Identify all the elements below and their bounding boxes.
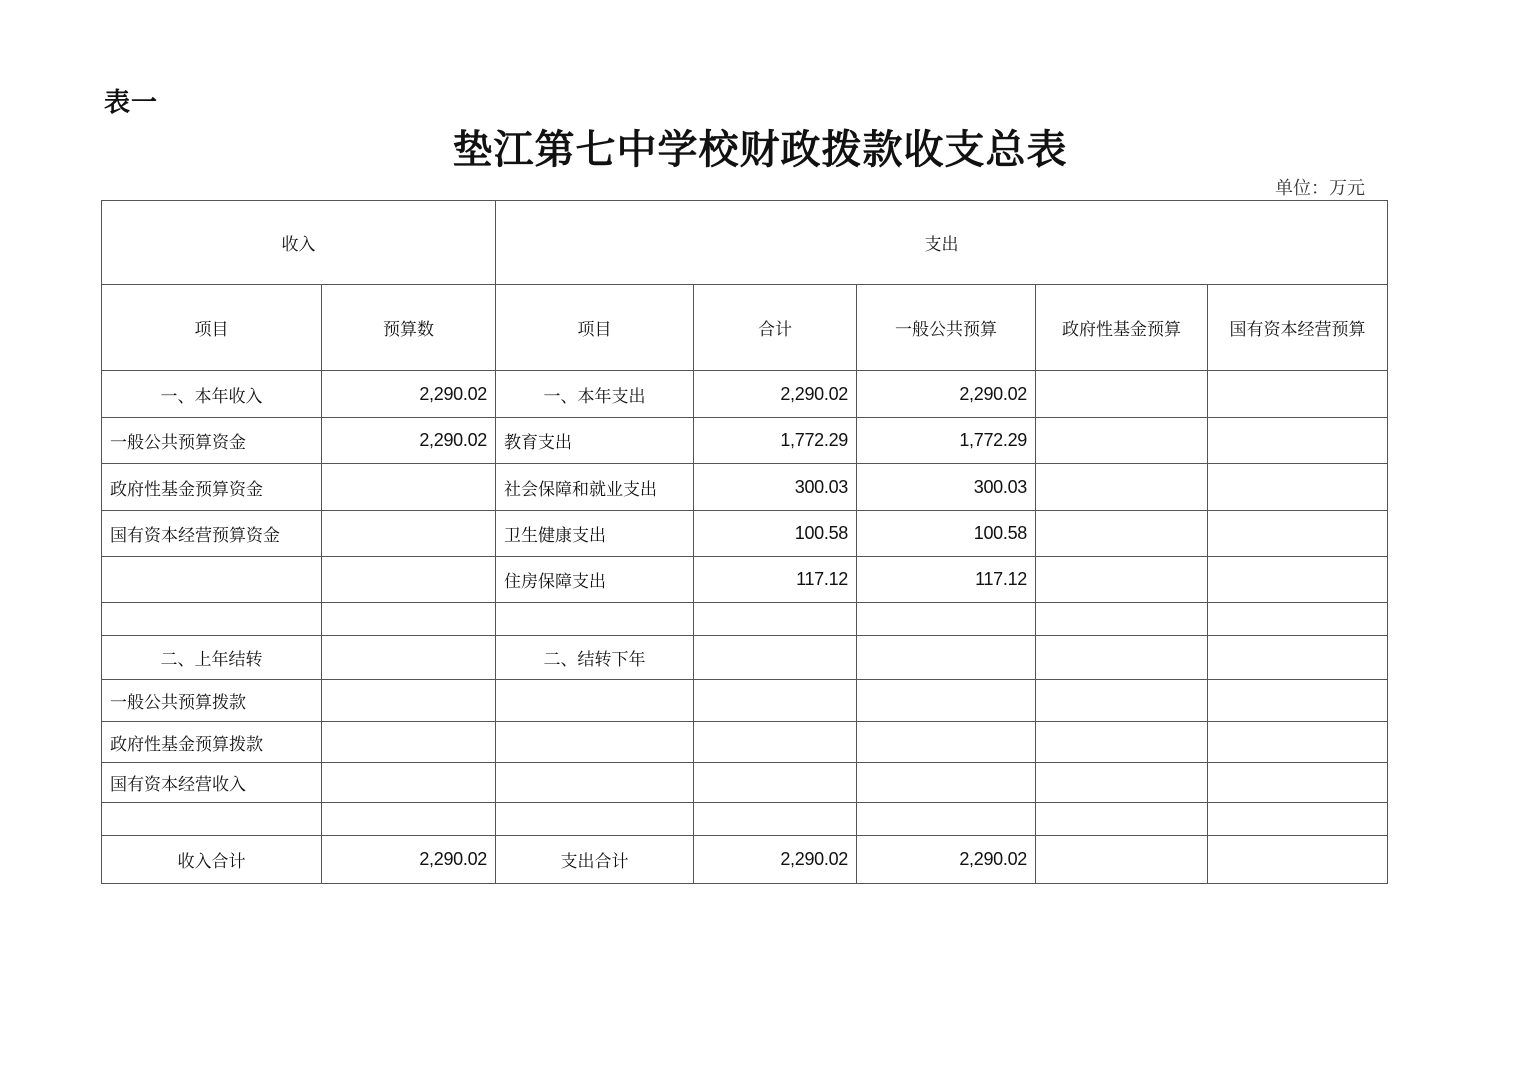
table-row [102,763,1388,803]
expense-item-cell: 一、本年支出 [496,371,694,418]
income-item-cell: 政府性基金预算拨款 [102,722,322,763]
gov-fund-cell [1036,636,1208,680]
gov-fund-cell [1036,418,1208,464]
expense-item-cell: 社会保障和就业支出 [496,464,694,511]
state-capital-cell [1208,511,1388,557]
table-row [102,680,1388,722]
income-item-cell: 政府性基金预算资金 [102,464,322,511]
column-header-row [102,285,1388,371]
expense-item-cell [496,722,694,763]
state-capital-cell [1208,836,1388,884]
total-cell: 1,772.29 [694,418,857,464]
state-capital-cell [1208,603,1388,636]
total-cell [694,803,857,836]
table-row [102,836,1388,884]
total-cell [694,603,857,636]
column-header: 政府性基金预算 [1036,285,1208,371]
general-budget-cell [857,763,1036,803]
income-item-cell: 一、本年收入 [102,371,322,418]
column-header: 合计 [694,285,857,371]
column-header: 项目 [102,285,322,371]
total-cell: 300.03 [694,464,857,511]
column-header: 一般公共预算 [857,285,1036,371]
column-header: 项目 [496,285,694,371]
general-budget-cell [857,722,1036,763]
expense-item-cell: 卫生健康支出 [496,511,694,557]
table-row [102,557,1388,603]
state-capital-cell [1208,557,1388,603]
table-label: 表一 [104,88,159,118]
total-cell [694,636,857,680]
expense-item-cell [496,603,694,636]
income-amount-cell [322,722,496,763]
general-budget-cell: 100.58 [857,511,1036,557]
income-amount-cell [322,763,496,803]
income-section-header: 收入 [102,201,496,285]
total-cell [694,680,857,722]
income-amount-cell [322,557,496,603]
gov-fund-cell [1036,464,1208,511]
income-amount-cell [322,680,496,722]
document-title: 垫江第七中学校财政拨款收支总表 [452,126,1068,173]
gov-fund-cell [1036,836,1208,884]
total-cell: 117.12 [694,557,857,603]
gov-fund-cell [1036,680,1208,722]
expense-section-header: 支出 [496,201,1388,285]
state-capital-cell [1208,464,1388,511]
expense-item-cell: 教育支出 [496,418,694,464]
income-item-cell [102,557,322,603]
income-amount-cell [322,803,496,836]
table-row [102,722,1388,763]
income-amount-cell: 2,290.02 [322,836,496,884]
table-row [102,636,1388,680]
general-budget-cell: 300.03 [857,464,1036,511]
column-header: 国有资本经营预算 [1208,285,1388,371]
table-row [102,603,1388,636]
state-capital-cell [1208,722,1388,763]
table-row [102,371,1388,418]
table-row [102,418,1388,464]
expense-item-cell: 二、结转下年 [496,636,694,680]
gov-fund-cell [1036,557,1208,603]
general-budget-cell: 2,290.02 [857,836,1036,884]
table-row [102,464,1388,511]
total-cell: 100.58 [694,511,857,557]
total-cell [694,763,857,803]
income-item-cell: 收入合计 [102,836,322,884]
state-capital-cell [1208,680,1388,722]
income-item-cell [102,603,322,636]
income-amount-cell [322,511,496,557]
expense-item-cell [496,763,694,803]
gov-fund-cell [1036,371,1208,418]
state-capital-cell [1208,636,1388,680]
gov-fund-cell [1036,722,1208,763]
income-item-cell: 一般公共预算资金 [102,418,322,464]
income-amount-cell: 2,290.02 [322,371,496,418]
column-header: 预算数 [322,285,496,371]
income-item-cell: 二、上年结转 [102,636,322,680]
income-item-cell [102,803,322,836]
total-cell: 2,290.02 [694,836,857,884]
gov-fund-cell [1036,603,1208,636]
general-budget-cell: 117.12 [857,557,1036,603]
general-budget-cell [857,636,1036,680]
state-capital-cell [1208,803,1388,836]
income-amount-cell: 2,290.02 [322,418,496,464]
state-capital-cell [1208,418,1388,464]
income-item-cell: 一般公共预算拨款 [102,680,322,722]
table-row [102,803,1388,836]
table-row [102,511,1388,557]
income-item-cell: 国有资本经营预算资金 [102,511,322,557]
general-budget-cell [857,680,1036,722]
state-capital-cell [1208,371,1388,418]
general-budget-cell: 1,772.29 [857,418,1036,464]
income-amount-cell [322,636,496,680]
gov-fund-cell [1036,803,1208,836]
expense-item-cell: 支出合计 [496,836,694,884]
expense-item-cell [496,680,694,722]
state-capital-cell [1208,763,1388,803]
finance-summary-table [101,200,1388,884]
general-budget-cell: 2,290.02 [857,371,1036,418]
general-budget-cell [857,803,1036,836]
income-amount-cell [322,464,496,511]
total-cell: 2,290.02 [694,371,857,418]
income-amount-cell [322,603,496,636]
income-item-cell: 国有资本经营收入 [102,763,322,803]
general-budget-cell [857,603,1036,636]
gov-fund-cell [1036,763,1208,803]
expense-item-cell: 住房保障支出 [496,557,694,603]
gov-fund-cell [1036,511,1208,557]
unit-label: 单位：万元 [1275,178,1365,199]
expense-item-cell [496,803,694,836]
total-cell [694,722,857,763]
section-header-row [102,201,1388,285]
